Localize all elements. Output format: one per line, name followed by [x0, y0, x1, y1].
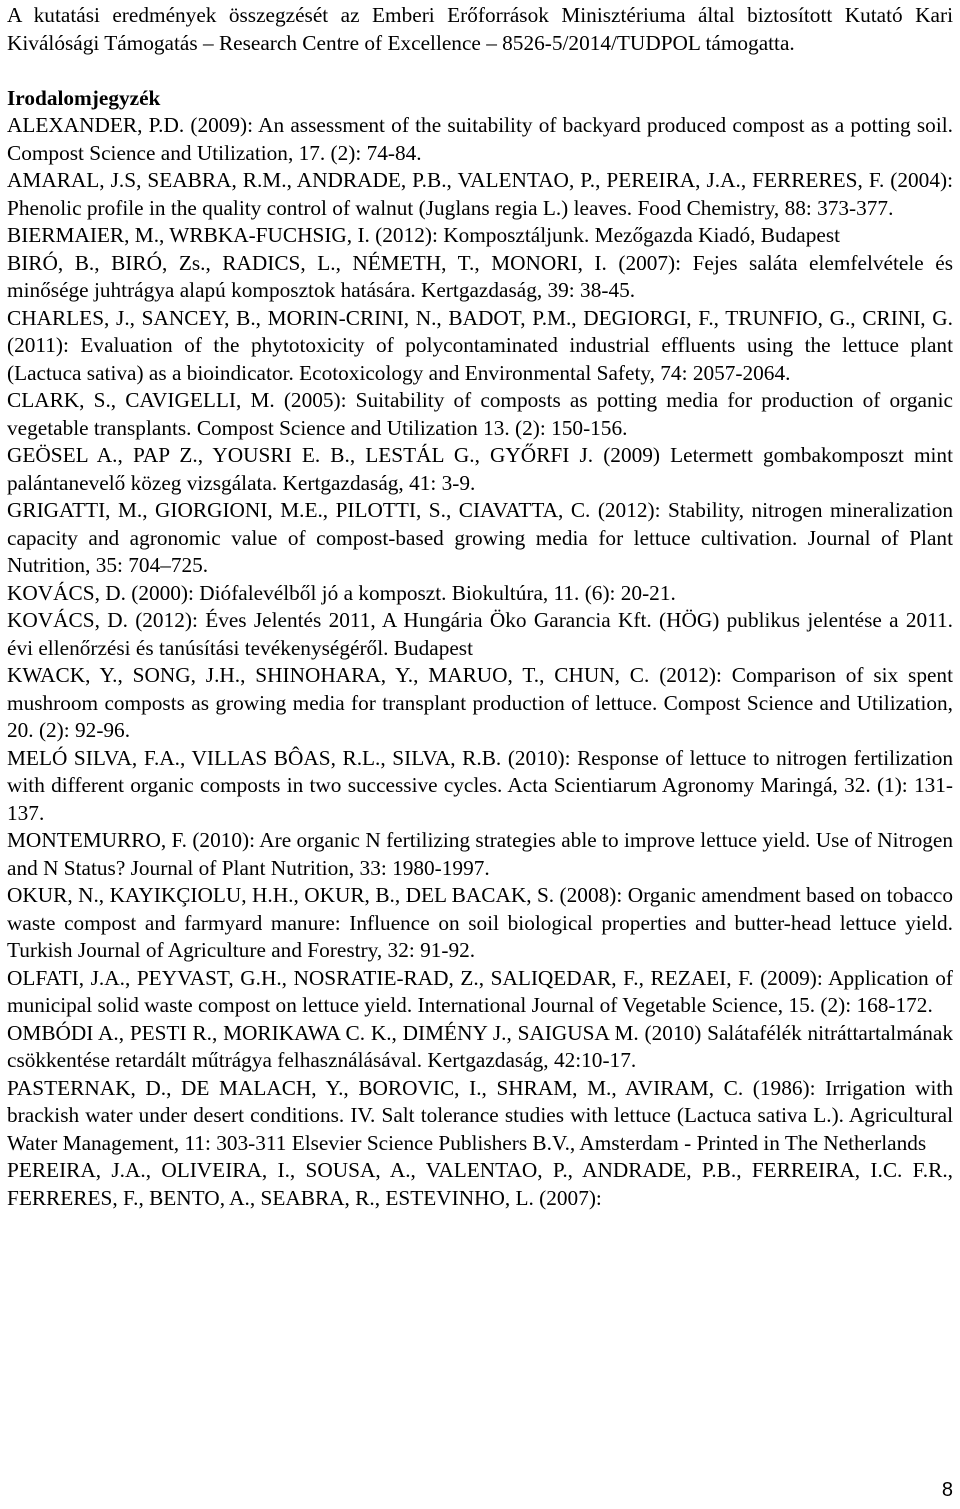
reference-item: MONTEMURRO, F. (2010): Are organic N fertilizing strategies able to improve lettuce yield. Use of Nitrogen and N Status? Journal of Plant Nutrition, 33: 1980-1997. — [7, 828, 953, 880]
reference-item: KWACK, Y., SONG, J.H., SHINOHARA, Y., MARUO, T., CHUN, C. (2012): Comparison of six spent mushroom composts as growing media for transplant production of lettuce. Compost Science and Utilization, 20. (2): 92-96. — [7, 663, 953, 742]
reference-item: BIERMAIER, M., WRBKA-FUCHSIG, I. (2012): Komposztáljunk. Mezőgazda Kiadó, Budapest — [7, 223, 841, 247]
reference-item: OKUR, N., KAYIKÇIOLU, H.H., OKUR, B., DEL BACAK, S. (2008): Organic amendment based on tobacco waste compost and farmyard manure: Influence on soil biological properties and butter-head lettuce yield. Turkish Journal of Agriculture and Forestry, 32: 91-92. — [7, 883, 953, 962]
reference-list — [7, 112, 953, 1212]
references-heading: Irodalomjegyzék — [7, 85, 161, 110]
reference-item: OLFATI, J.A., PEYVAST, G.H., NOSRATIE-RAD, Z., SALIQEDAR, F., REZAEI, F. (2009): Application of municipal solid waste compost on lettuce yield. International Journal of Vegetable Science, 15. (2): 168-172. — [7, 965, 953, 1017]
acknowledgement-paragraph: A kutatási eredmények összegzését az Emberi Erőforrások Minisztériuma által biztosított Kutató Kari Kiválósági Támogatás – Research Centre of Excellence – 8526-5/2014/TUDPOL támogatta. — [7, 3, 953, 55]
page-content — [7, 2, 953, 1212]
reference-item: BIRÓ, B., BIRÓ, Zs., RADICS, L., NÉMETH, T., MONORI, I. (2007): Fejes saláta elemfelvétele és minősége juhtrágya alapú komposztok hatására. Kertgazdaság, 39: 38-45. — [7, 250, 953, 302]
reference-item: KOVÁCS, D. (2012): Éves Jelentés 2011, A Hungária Öko Garancia Kft. (HÖG) publikus jelentése a 2011. évi ellenőrzési és tanúsítási tevékenységéről. Budapest — [7, 608, 953, 660]
reference-item: GEÖSEL A., PAP Z., YOUSRI E. B., LESTÁL G., GYŐRFI J. (2009) Letermett gombakomposzt mint palántanevelő közeg vizsgálata. Kertgazdaság, 41: 3-9. — [7, 443, 953, 495]
reference-item: GRIGATTI, M., GIORGIONI, M.E., PILOTTI, S., CIAVATTA, C. (2012): Stability, nitrogen mineralization capacity and agronomic value of compost-based growing media for lettuce cultivation. Journal of Plant Nutrition, 35: 704–725. — [7, 498, 953, 577]
reference-item: CHARLES, J., SANCEY, B., MORIN-CRINI, N., BADOT, P.M., DEGIORGI, F., TRUNFIO, G., CRINI, G. (2011): Evaluation of the phytotoxicity of polycontaminated industrial effluents using the lettuce plant (Lactuca sativa) as a bioindicator. Ecotoxicology and Environmental Safety, 74: 2057-2064. — [7, 305, 953, 385]
reference-item: MELÓ SILVA, F.A., VILLAS BÔAS, R.L., SILVA, R.B. (2010): Response of lettuce to nitrogen fertilization with different organic composts in two successive cycles. Acta Scientiarum Agronomy Maringá, 32. (1): 131-137. — [7, 745, 953, 825]
reference-item: OMBÓDI A., PESTI R., MORIKAWA C. K., DIMÉNY J., SAIGUSA M. (2010) Salátafélék nitráttartalmának csökkentése retardált műtrágya felhasználásával. Kertgazdaság, 42:10-17. — [7, 1020, 953, 1072]
page-number: 8 — [941, 1479, 953, 1501]
reference-item: CLARK, S., CAVIGELLI, M. (2005): Suitability of composts as potting media for production of organic vegetable transplants. Compost Science and Utilization 13. (2): 150-156. — [7, 388, 953, 440]
reference-item: KOVÁCS, D. (2000): Diófalevélből jó a komposzt. Biokultúra, 11. (6): 20-21. — [7, 580, 676, 605]
reference-item: PEREIRA, J.A., OLIVEIRA, I., SOUSA, A., VALENTAO, P., ANDRADE, P.B., FERREIRA, I.C. F.R., FERRERES, F., BENTO, A., SEABRA, R., ESTEVINHO, L. (2007): — [7, 1158, 953, 1210]
reference-item: PASTERNAK, D., DE MALACH, Y., BOROVIC, I., SHRAM, M., AVIRAM, C. (1986): Irrigation with brackish water under desert conditions. IV. Salt tolerance studies with lettuce (Lactuca sativa L.). Agricultural Water Management, 11: 303-311 Elsevier Science Publishers B.V., Amsterdam - Printed in The Netherlands — [7, 1075, 953, 1155]
reference-item: AMARAL, J.S, SEABRA, R.M., ANDRADE, P.B., VALENTAO, P., PEREIRA, J.A., FERRERES, F. (2004): Phenolic profile in the quality control of walnut (Juglans regia L.) leaves. Food Chemistry, 88: 373-377. — [7, 168, 953, 220]
reference-item: ALEXANDER, P.D. (2009): An assessment of the suitability of backyard produced compost as a potting soil. Compost Science and Utilization, 17. (2): 74-84. — [7, 113, 953, 165]
